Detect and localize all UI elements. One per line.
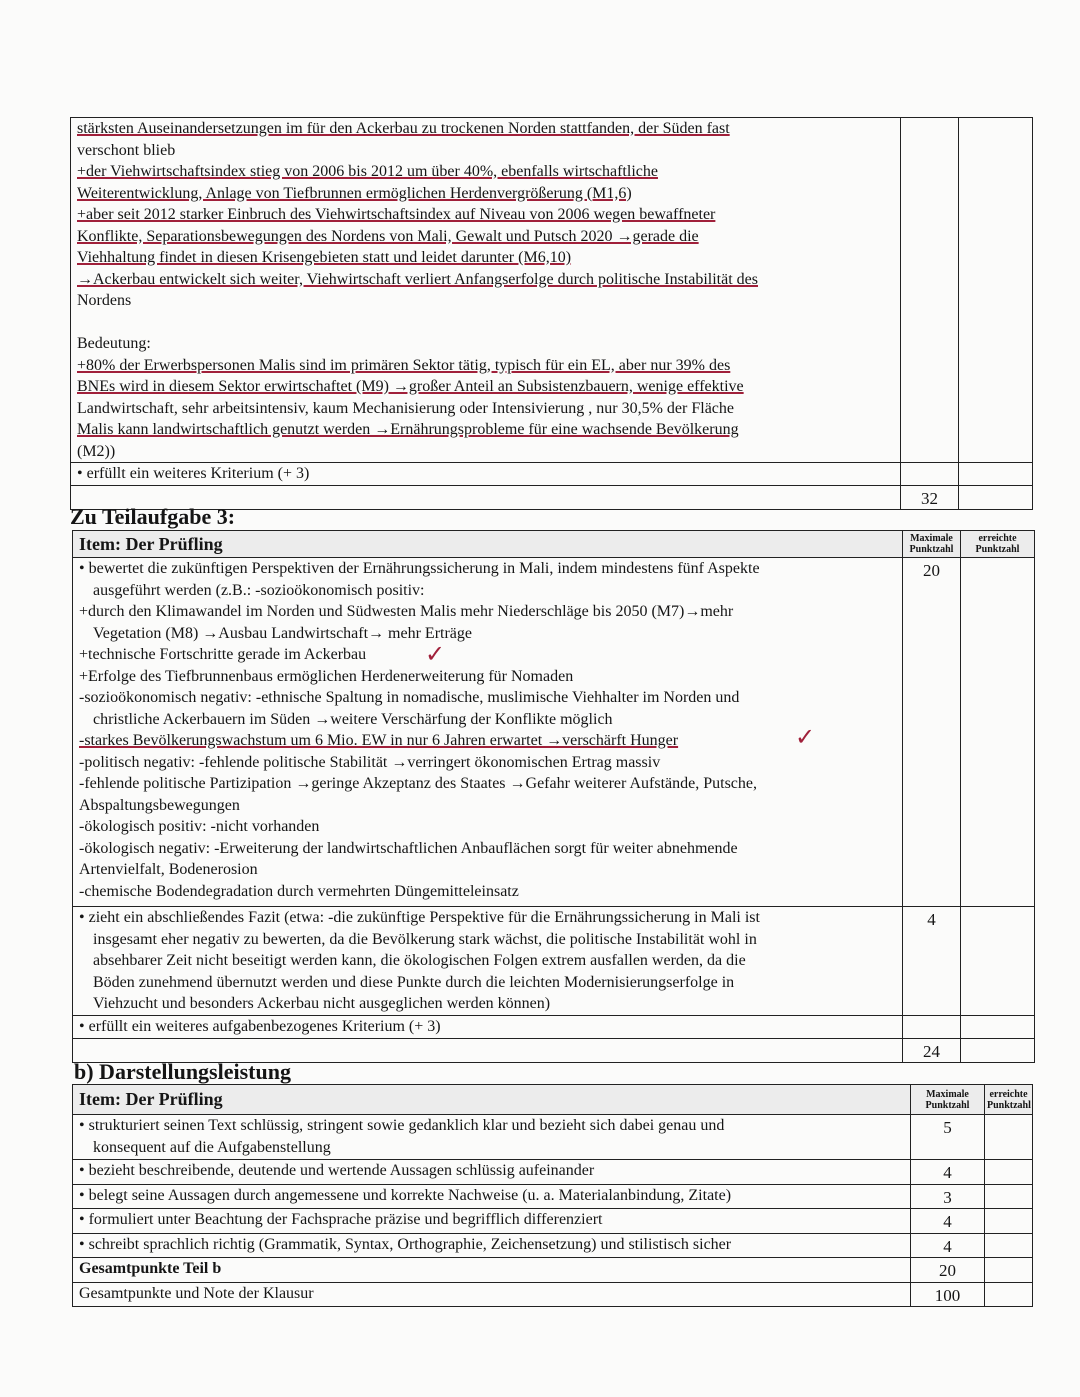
criterion-text <box>73 1233 911 1258</box>
max-points: 4 <box>911 1160 985 1185</box>
text-line: -chemische Bodendegradation durch vermehrten Düngemitteleinsatz <box>79 882 519 900</box>
total-b-label: Gesamtpunkte Teil b <box>73 1258 911 1283</box>
achieved-points-cell[interactable] <box>985 1184 1033 1209</box>
column-header-max: Maximale Punktzahl <box>903 531 961 558</box>
total-exam-label: Gesamtpunkte und Note der Klausur <box>73 1282 911 1307</box>
total-achieved-points[interactable] <box>959 485 1033 510</box>
text-line: -ökologisch positiv: -nicht vorhanden <box>79 818 320 835</box>
text-line: →Ackerbau entwickelt sich weiter, Viehwirtschaft verliert Anfangserfolge durch politische Instabilität des <box>77 270 758 288</box>
text-line: • zieht ein abschließendes Fazit (etwa: -die zukünftige Perspektive für die Ernährungssicherung in Mali ist <box>79 909 760 926</box>
max-points: 20 <box>903 558 961 907</box>
table-row <box>73 1115 1033 1160</box>
achieved-points-cell[interactable] <box>961 907 1035 1016</box>
table-row <box>73 1160 1033 1185</box>
achieved-points-cell[interactable] <box>959 463 1033 486</box>
total-exam-points: 100 <box>911 1282 985 1307</box>
text-line: +80% der Erwerbspersonen Malis sind im primären Sektor tätig, typisch für ein EL, aber nur 39% des <box>77 356 731 374</box>
column-header-achieved: erreichte Punktzahl <box>961 531 1035 558</box>
text-line: Nordens <box>77 292 132 309</box>
achieved-points-cell[interactable] <box>959 118 1033 463</box>
achieved-points-cell[interactable] <box>985 1233 1033 1258</box>
max-points-cell <box>903 1015 961 1038</box>
achieved-points-cell[interactable] <box>961 558 1035 907</box>
text-line: Weiterentwicklung, Anlage von Tiefbrunnen ermöglichen Herdenvergrößerung (M1,6) <box>77 184 632 202</box>
achieved-points-cell[interactable] <box>961 1015 1035 1038</box>
text-line: -ökologisch negativ: -Erweiterung der landwirtschaftlichen Anbauflächen sorgt für weiter abnehmende <box>79 839 738 857</box>
max-points: 4 <box>911 1233 985 1258</box>
criterion-text <box>73 1184 911 1209</box>
text-line: -starkes Bevölkerungswachstum um 6 Mio. EW in nur 6 Jahren erwartet →verschärft Hunger <box>79 732 679 749</box>
table-row <box>73 1233 1033 1258</box>
text-line: BNEs wird in diesem Sektor erwirtschaftet (M9) →großer Anteil an Subsistenzbauern, wenige effektive <box>77 378 744 395</box>
achieved-points-cell[interactable] <box>985 1258 1033 1283</box>
text-line: • belegt seine Aussagen durch angemessene und korrekte Nachweise (u. a. Materialanbindung, Zitate) <box>79 1186 732 1204</box>
column-header-achieved: erreichte Punktzahl <box>985 1085 1033 1115</box>
criterion-evaluation <box>73 558 903 907</box>
text-line: ausgeführt werden (z.B.: -sozioökonomisch positiv: <box>93 581 425 599</box>
achieved-points-cell[interactable] <box>985 1115 1033 1160</box>
max-points: 3 <box>911 1184 985 1209</box>
max-points: 5 <box>911 1115 985 1160</box>
max-points-cell <box>901 118 959 463</box>
text-line: Viehzucht und besonders Ackerbau nicht ausgeglichen werden können) <box>93 995 551 1012</box>
text-line <box>77 312 894 334</box>
text-line: +durch den Klimawandel im Norden und Südwesten Malis mehr Niederschläge bis 2050 (M7)→mehr <box>79 603 734 620</box>
text-line: (M2)) <box>77 442 116 460</box>
text-line: -sozioökonomisch negativ: -ethnische Spaltung in nomadische, muslimische Viehhalter im Norden und <box>79 689 740 706</box>
text-line: Bedeutung: <box>77 335 151 352</box>
text-line: Vegetation (M8) →Ausbau Landwirtschaft→ mehr Erträge <box>93 624 472 642</box>
achieved-points-cell[interactable] <box>985 1160 1033 1185</box>
criterion-conclusion <box>73 907 903 1016</box>
section-b-heading: b) Darstellungsleistung <box>74 1059 291 1084</box>
total-max-points: 24 <box>903 1038 961 1063</box>
section3-heading: Zu Teilaufgabe 3: <box>70 504 236 529</box>
criterion-text <box>73 1115 911 1160</box>
table-previous-task <box>70 117 1033 510</box>
achieved-points-cell[interactable] <box>985 1282 1033 1307</box>
extra-criterion: • erfüllt ein weiteres aufgabenbezogenes Kriterium (+ 3) <box>73 1015 903 1038</box>
text-line: +der Viehwirtschaftsindex stieg von 2006 bis 2012 um über 40%, ebenfalls wirtschaftliche <box>77 163 658 180</box>
achieved-points-cell[interactable] <box>985 1209 1033 1234</box>
max-points-cell <box>901 463 959 486</box>
table-row <box>73 1209 1033 1234</box>
total-max-points: 32 <box>901 485 959 510</box>
max-points: 4 <box>903 907 961 1016</box>
text-line: Böden zunehmend übernutzt werden und diese Punkte durch die leichten Modernisierungserfolge in <box>93 973 735 991</box>
text-line: • schreibt sprachlich richtig (Grammatik, Syntax, Orthographie, Zeichensetzung) und stilistisch sicher <box>79 1235 732 1253</box>
table-task-3 <box>72 530 1035 1063</box>
text-line: Artenvielfalt, Bodenerosion <box>79 861 258 878</box>
text-line: -fehlende politische Partizipation →geringe Akzeptanz des Staates →Gefahr weiterer Aufstände, Putsche, <box>79 775 757 792</box>
text-line: Abspaltungsbewegungen <box>79 796 240 814</box>
text-line: -politisch negativ: -fehlende politische Stabilität →verringert ökonomischen Ertrag massiv <box>79 753 661 771</box>
table-row <box>73 1184 1033 1209</box>
text-line: stärksten Auseinandersetzungen im für den Ackerbau zu trockenen Norden stattfanden, der Süden fast <box>77 120 730 137</box>
text-line: +aber seit 2012 starker Einbruch des Viehwirtschaftsindex auf Niveau von 2006 wegen bewaffneter <box>77 206 716 223</box>
text-line: Malis kann landwirtschaftlich genutzt werden →Ernährungsprobleme für eine wachsende Bevölkerung <box>77 421 739 438</box>
text-line: insgesamt eher negativ zu bewerten, da die Bevölkerung stark wächst, die politische Instabilität wohl in <box>93 930 757 948</box>
total-achieved-points[interactable] <box>961 1038 1035 1063</box>
text-line: +Erfolge des Tiefbrunnenbaus ermöglichen Herdenerweiterung für Nomaden <box>79 667 574 685</box>
text-line: • formuliert unter Beachtung der Fachsprache präzise und begrifflich differenziert <box>79 1211 603 1228</box>
text-line: • bewertet die zukünftigen Perspektiven der Ernährungssicherung in Mali, indem mindestens fünf Aspekte <box>79 560 760 577</box>
max-points: 4 <box>911 1209 985 1234</box>
column-header-item: Item: Der Prüfling <box>73 1085 911 1115</box>
total-b-points: 20 <box>911 1258 985 1283</box>
text-line: • strukturiert seinen Text schlüssig, stringent sowie gedanklich klar und bezieht sich dabei genau und <box>79 1117 725 1134</box>
text-line: • bezieht beschreibende, deutende und wertende Aussagen schlüssig aufeinander <box>79 1162 595 1179</box>
criterion-text <box>73 1160 911 1185</box>
checkmark-icon: ✓ <box>425 642 446 668</box>
extra-criterion: • erfüllt ein weiteres Kriterium (+ 3) <box>71 463 901 486</box>
text-line: Landwirtschaft, sehr arbeitsintensiv, kaum Mechanisierung oder Intensivierung , nur 30,5% der Fläche <box>77 399 734 417</box>
checkmark-icon: ✓ <box>795 725 816 751</box>
text-line: +technische Fortschritte gerade im Ackerbau <box>79 646 367 663</box>
table-presentation <box>72 1084 1033 1307</box>
text-line: verschont blieb <box>77 141 176 159</box>
column-header-item: Item: Der Prüfling <box>73 531 903 558</box>
text-line: christliche Ackerbauern im Süden →weitere Verschärfung der Konflikte möglich <box>93 710 613 728</box>
text-line: Konflikte, Separationsbewegungen des Nordens von Mali, Gewalt und Putsch 2020 →gerade die <box>77 227 699 245</box>
column-header-max: Maximale Punktzahl <box>911 1085 985 1115</box>
criterion-text <box>73 1209 911 1234</box>
criterion-text <box>71 118 901 463</box>
text-line: Viehhaltung findet in diesen Krisengebieten statt und leidet darunter (M6,10) <box>77 249 572 266</box>
text-line: absehbarer Zeit nicht beseitigt werden kann, die ökologischen Folgen extrem ausfallen werden, da die <box>93 952 746 969</box>
text-line: konsequent auf die Aufgabenstellung <box>93 1138 331 1156</box>
